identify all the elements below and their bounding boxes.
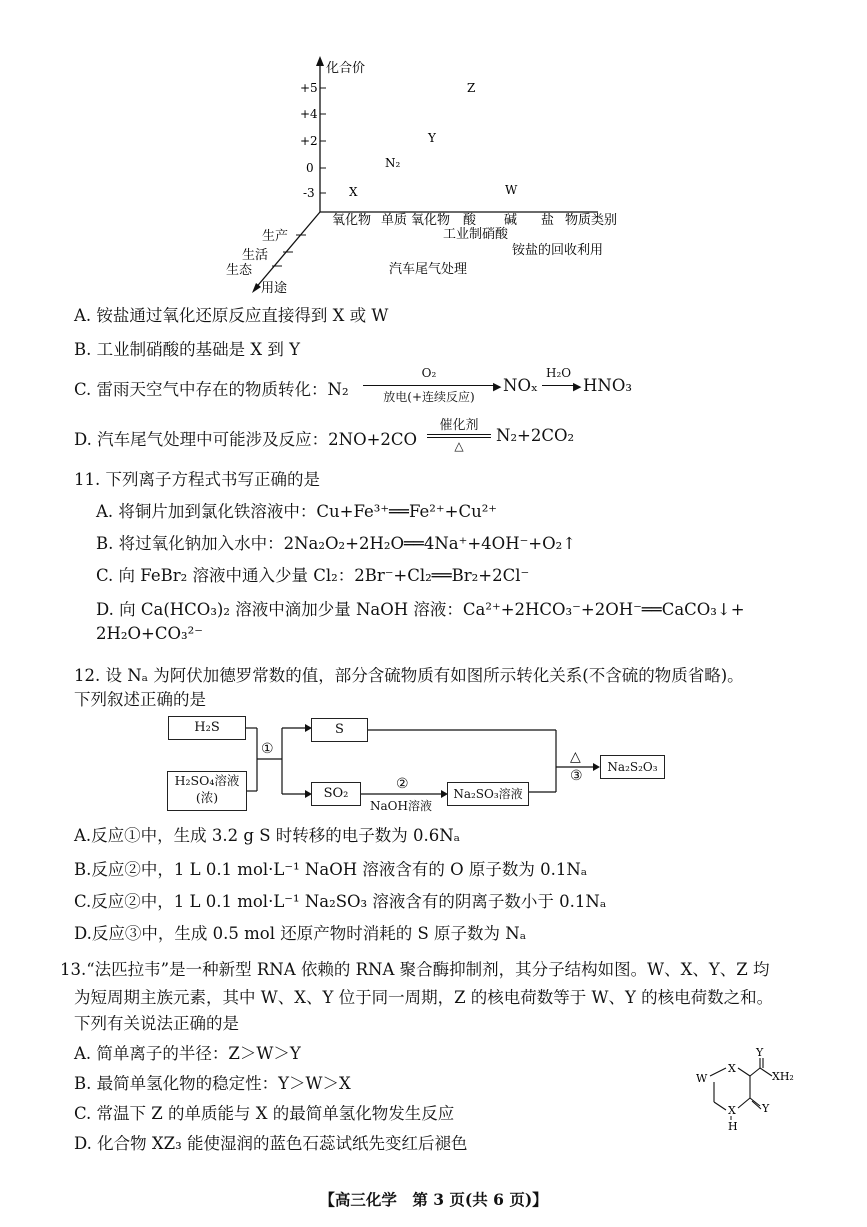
no-x-label: NOₓ bbox=[503, 376, 538, 395]
chart-annotation: 汽车尾气处理 bbox=[389, 262, 468, 277]
x-category: 单质 bbox=[381, 213, 408, 228]
q12-option-c: C.反应②中，1 L 0.1 mol·L⁻¹ Na₂SO₃ 溶液含有的阴离子数小于 0.1Nₐ bbox=[74, 892, 607, 911]
q11-option-d-line2: 2H₂O+CO₃²⁻ bbox=[96, 624, 203, 643]
arrow-top-label: O₂ bbox=[421, 366, 437, 380]
q12-stem-line1: 12. 设 Nₐ 为阿伏加德罗常数的值，部分含硫物质有如图所示转化关系(不含硫的物质省略)。 bbox=[74, 666, 744, 685]
box-na2so3: Na₂SO₃溶液 bbox=[447, 782, 529, 806]
chart-annotation: 工业制硝酸 bbox=[443, 227, 509, 242]
mol-x: X bbox=[728, 1062, 736, 1075]
box-na2s2o3: Na₂S₂O₃ bbox=[600, 755, 665, 779]
point-label: Y bbox=[428, 131, 436, 145]
q11-option-d-line1: D. 向 Ca(HCO₃)₂ 溶液中滴加少量 NaOH 溶液：Ca²⁺+2HCO₃⁻+2OH⁻══CaCO₃↓+ bbox=[96, 600, 745, 619]
option-c-prefix: C. 雷雨天空气中存在的物质转化：N₂ bbox=[74, 380, 349, 399]
molecule-structure bbox=[688, 1046, 808, 1136]
z-category: 生产 bbox=[262, 229, 289, 244]
point-label: Z bbox=[467, 81, 476, 95]
q13-option-a: A. 简单离子的半径：Z＞W＞Y bbox=[74, 1044, 301, 1063]
z-category: 生态 bbox=[226, 263, 253, 278]
naoh-label: NaOH溶液 bbox=[370, 799, 432, 813]
arrow-bottom-label: 放电(+连续反应) bbox=[383, 390, 475, 404]
z-category: 生活 bbox=[242, 248, 269, 263]
q12-stem-line2: 下列叙述正确的是 bbox=[74, 690, 206, 709]
q13-stem-line2: 为短周期主族元素，其中 W、X、Y 位于同一周期，Z 的核电荷数等于 W、Y 的核电荷数之和。 bbox=[74, 988, 774, 1007]
q11-option-a: A. 将铜片加到氯化铁溶液中：Cu+Fe³⁺══Fe²⁺+Cu²⁺ bbox=[96, 502, 498, 521]
q13-stem-line3: 下列有关说法正确的是 bbox=[74, 1014, 239, 1033]
box-h2s: H₂S bbox=[168, 716, 246, 740]
q10-option-a: A. 铵盐通过氧化还原反应直接得到 X 或 W bbox=[74, 306, 389, 325]
q11-option-c: C. 向 FeBr₂ 溶液中通入少量 Cl₂：2Br⁻+Cl₂══Br₂+2Cl⁻ bbox=[96, 566, 530, 585]
mol-x: X bbox=[728, 1104, 736, 1117]
q11-option-b: B. 将过氧化钠加入水中：2Na₂O₂+2H₂O══4Na⁺+4OH⁻+O₂↑ bbox=[96, 534, 577, 553]
mol-y: Y bbox=[756, 1046, 764, 1059]
x-category: 氧化物 bbox=[411, 213, 451, 228]
mol-xh2: XH₂ bbox=[772, 1070, 794, 1083]
arrow-head-icon: ▶ bbox=[573, 380, 582, 393]
q13-option-d: D. 化合物 XZ₃ 能使湿润的蓝色石蕊试纸先变红后褪色 bbox=[74, 1134, 468, 1153]
q13-stem-line1: 13.“法匹拉韦”是一种新型 RNA 依赖的 RNA 聚合酶抑制剂，其分子结构如图。W、X、Y、Z 均 bbox=[60, 960, 770, 979]
point-label: N₂ bbox=[385, 156, 401, 170]
reaction-3-label: ③ bbox=[570, 768, 583, 784]
page-footer: 【高三化学 第 3 页(共 6 页)】 bbox=[319, 1190, 548, 1209]
y-axis-label: 化合价 bbox=[326, 61, 366, 76]
heat-symbol: △ bbox=[570, 749, 581, 765]
mol-y: Y bbox=[762, 1102, 770, 1115]
h2so4-conc-label: (浓) bbox=[195, 790, 219, 805]
hno3-label: HNO₃ bbox=[583, 376, 632, 395]
arrow-top-label: H₂O bbox=[546, 366, 572, 380]
y-tick: 0 bbox=[306, 161, 314, 175]
y-tick: +2 bbox=[300, 134, 318, 148]
y-tick: +4 bbox=[300, 107, 318, 121]
x-category: 氧化物 bbox=[332, 213, 372, 228]
option-d-product: N₂+2CO₂ bbox=[496, 426, 575, 445]
y-tick: +5 bbox=[300, 81, 318, 95]
q10-option-b: B. 工业制硝酸的基础是 X 到 Y bbox=[74, 340, 300, 359]
option-d-prefix: D. 汽车尾气处理中可能涉及反应：2NO+2CO bbox=[74, 430, 418, 449]
box-so2: SO₂ bbox=[311, 782, 361, 806]
catalyst-label: 催化剂 bbox=[439, 418, 479, 433]
point-label: W bbox=[505, 183, 518, 197]
q12-option-b: B.反应②中，1 L 0.1 mol·L⁻¹ NaOH 溶液含有的 O 原子数为 0.1Nₐ bbox=[74, 860, 588, 879]
z-category: 用途 bbox=[261, 281, 288, 296]
reaction-1-label: ① bbox=[261, 741, 274, 757]
x-category: 物质类别 bbox=[565, 213, 618, 228]
box-s: S bbox=[311, 718, 368, 742]
y-tick: -3 bbox=[303, 186, 315, 200]
point-label: X bbox=[349, 185, 358, 199]
chart-annotation: 铵盐的回收利用 bbox=[512, 243, 604, 258]
x-category: 盐 bbox=[541, 213, 555, 228]
q12-option-d: D.反应③中，生成 0.5 mol 还原产物时消耗的 S 原子数为 Nₐ bbox=[74, 924, 527, 943]
x-category: 碱 bbox=[504, 213, 518, 228]
x-category: 酸 bbox=[463, 213, 477, 228]
mol-h: H bbox=[728, 1120, 738, 1133]
heat-label: △ bbox=[454, 439, 464, 453]
q13-option-b: B. 最简单氢化物的稳定性：Y＞W＞X bbox=[74, 1074, 351, 1093]
h2so4-label: H₂SO₄溶液 bbox=[174, 773, 240, 788]
q13-option-c: C. 常温下 Z 的单质能与 X 的最简单氢化物发生反应 bbox=[74, 1104, 455, 1123]
q11-stem: 11. 下列离子方程式书写正确的是 bbox=[74, 470, 320, 489]
mol-w: W bbox=[696, 1072, 708, 1085]
reaction-2-label: ② bbox=[396, 776, 409, 792]
arrow-head-icon: ▶ bbox=[493, 380, 502, 393]
box-h2so4 bbox=[167, 771, 247, 811]
q12-option-a: A.反应①中，生成 3.2 g S 时转移的电子数为 0.6Nₐ bbox=[74, 826, 461, 845]
